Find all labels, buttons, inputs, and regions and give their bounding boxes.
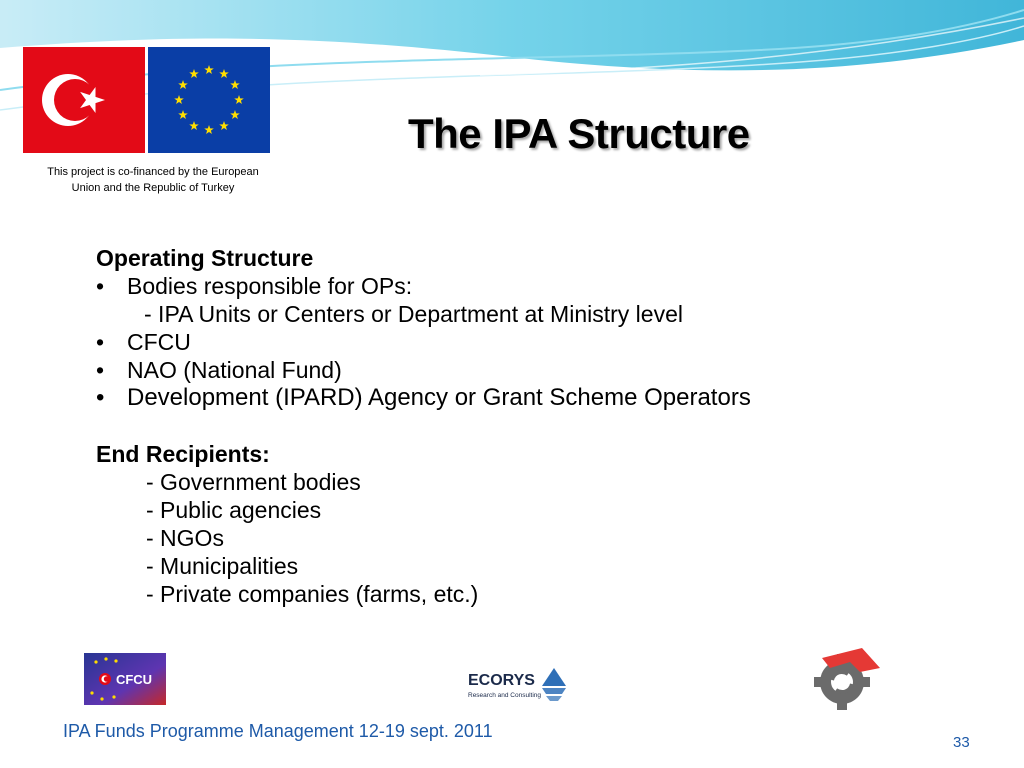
slide-content <box>96 244 956 608</box>
eu-star-icon <box>230 110 240 119</box>
bullet-text: CFCU <box>127 329 191 355</box>
bullet-item <box>96 328 956 356</box>
operating-structure-heading: Operating Structure <box>96 245 314 271</box>
end-recipients-heading: End Recipients: <box>96 441 270 467</box>
cfcu-logo <box>84 653 166 705</box>
bullet-dot-icon: • <box>96 329 105 355</box>
eu-star-icon <box>219 69 229 78</box>
bullet-subitem: - IPA Units or Centers or Department at Ministry level <box>144 301 683 327</box>
bullet-text: Bodies responsible for OPs: <box>127 273 413 299</box>
cofinance-notice <box>22 164 284 196</box>
cfcu-logo-text: CFCU <box>115 672 153 687</box>
eu-star-icon <box>204 65 214 74</box>
eu-star-icon <box>189 69 199 78</box>
eu-star-icon <box>174 95 184 104</box>
bullet-text: Development (IPARD) Agency or Grant Scheme Operators <box>127 384 751 411</box>
footer-text: IPA Funds Programme Management 12-19 sept. 2011 <box>63 721 493 741</box>
ecorys-logo <box>466 660 570 706</box>
bullet-item <box>96 356 956 384</box>
bullet-item <box>96 384 956 412</box>
bullet-dot-icon: • <box>96 384 105 411</box>
eu-star-icon <box>219 121 229 130</box>
ecorys-logo-text: ECORYS <box>468 672 535 689</box>
slide-title: The IPA Structure <box>408 110 750 157</box>
eu-star-icon <box>189 121 199 130</box>
end-recipient-item: - Municipalities <box>146 553 299 579</box>
eu-stars-icon <box>148 47 270 153</box>
ecorys-tagline: Research and Consulting <box>468 692 541 699</box>
page-number: 33 <box>953 734 970 751</box>
bullet-text: NAO (National Fund) <box>127 357 342 383</box>
end-recipient-item: - Private companies (farms, etc.) <box>146 581 479 607</box>
eu-star-icon <box>234 95 244 104</box>
eu-star-icon <box>178 80 188 89</box>
bullet-dot-icon: • <box>96 273 105 299</box>
end-recipient-item: - Government bodies <box>146 469 361 495</box>
gear-logo-icon <box>800 646 884 712</box>
eu-star-icon <box>230 80 240 89</box>
eu-star-icon <box>178 110 188 119</box>
cofinance-line-1: This project is co-financed by the European <box>47 166 259 178</box>
end-recipient-item: - NGOs <box>146 525 224 551</box>
eu-flag <box>148 47 270 153</box>
end-recipient-item: - Public agencies <box>146 497 322 523</box>
turkey-flag <box>23 47 145 153</box>
bullet-item <box>96 272 956 300</box>
cofinance-line-2: Union and the Republic of Turkey <box>71 182 235 194</box>
bullet-dot-icon: • <box>96 357 105 383</box>
eu-star-icon <box>204 125 214 134</box>
crescent-star-icon <box>23 47 145 153</box>
